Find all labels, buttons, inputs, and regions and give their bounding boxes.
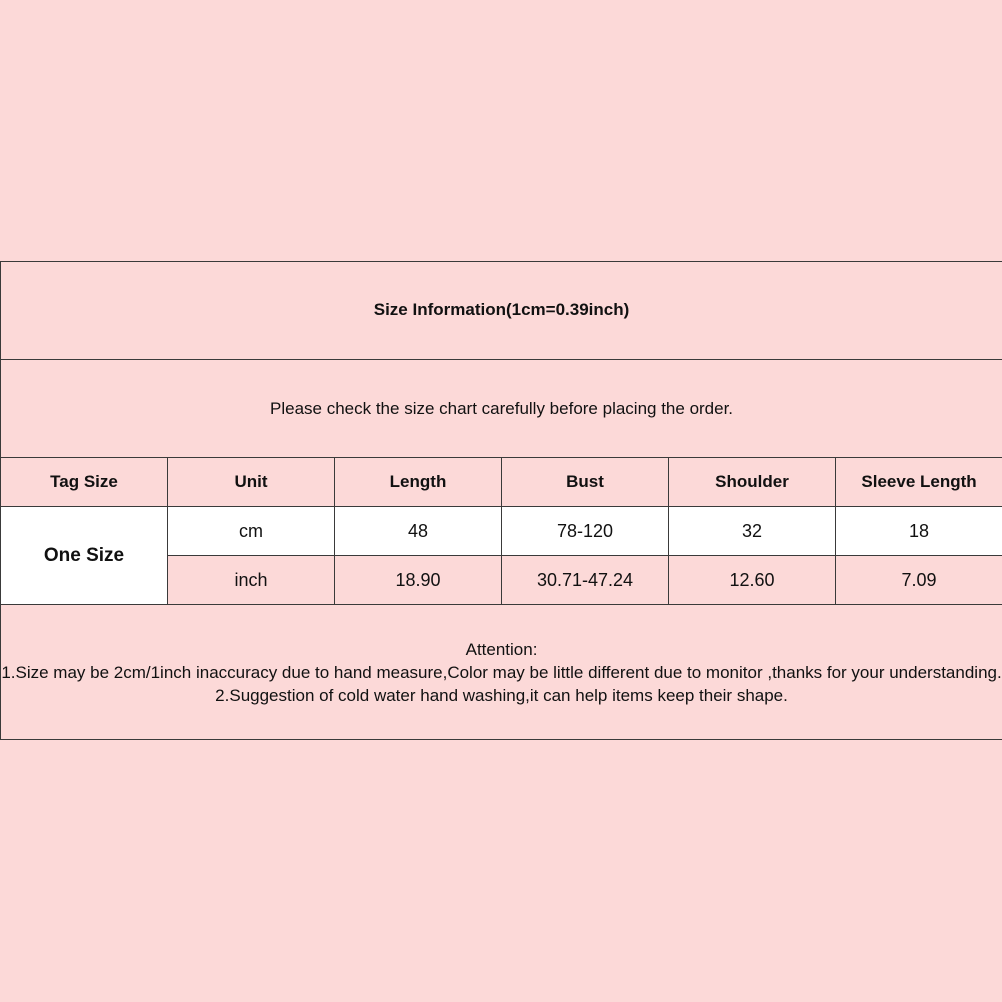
size-chart xyxy=(0,261,1002,739)
bust-cell: 30.71-47.24 xyxy=(502,556,669,605)
table-row xyxy=(1,507,1002,556)
header-shoulder: Shoulder xyxy=(669,458,836,507)
size-table xyxy=(0,261,1002,740)
attention-cell xyxy=(1,605,1002,740)
title-cell xyxy=(1,262,1002,360)
header-length: Length xyxy=(335,458,502,507)
title-row xyxy=(1,262,1002,360)
shoulder-cell: 32 xyxy=(669,507,836,556)
bust-cell: 78-120 xyxy=(502,507,669,556)
header-tag-size: Tag Size xyxy=(1,458,168,507)
unit-cell: inch xyxy=(168,556,335,605)
length-cell: 48 xyxy=(335,507,502,556)
sleeve-cell: 7.09 xyxy=(836,556,1002,605)
header-bust: Bust xyxy=(502,458,669,507)
header-unit: Unit xyxy=(168,458,335,507)
attention-heading: Attention: xyxy=(465,639,538,659)
attention-line-1: 1.Size may be 2cm/1inch inaccuracy due to hand measure,Color may be little different due to monitor ,thanks for your understanding. xyxy=(1,662,1002,682)
note-row xyxy=(1,360,1002,458)
attention-line-2: 2.Suggestion of cold water hand washing,it can help items keep their shape. xyxy=(215,685,788,705)
note-text: Please check the size chart carefully before placing the order. xyxy=(1,360,1002,458)
length-cell: 18.90 xyxy=(335,556,502,605)
header-row xyxy=(1,458,1002,507)
chart-title: Size Information(1cm=0.39inch) xyxy=(373,300,630,319)
shoulder-cell: 12.60 xyxy=(669,556,836,605)
sleeve-cell: 18 xyxy=(836,507,1002,556)
unit-cell: cm xyxy=(168,507,335,556)
header-sleeve-length: Sleeve Length xyxy=(836,458,1002,507)
attention-row xyxy=(1,605,1002,740)
tag-size-cell: One Size xyxy=(1,507,168,605)
